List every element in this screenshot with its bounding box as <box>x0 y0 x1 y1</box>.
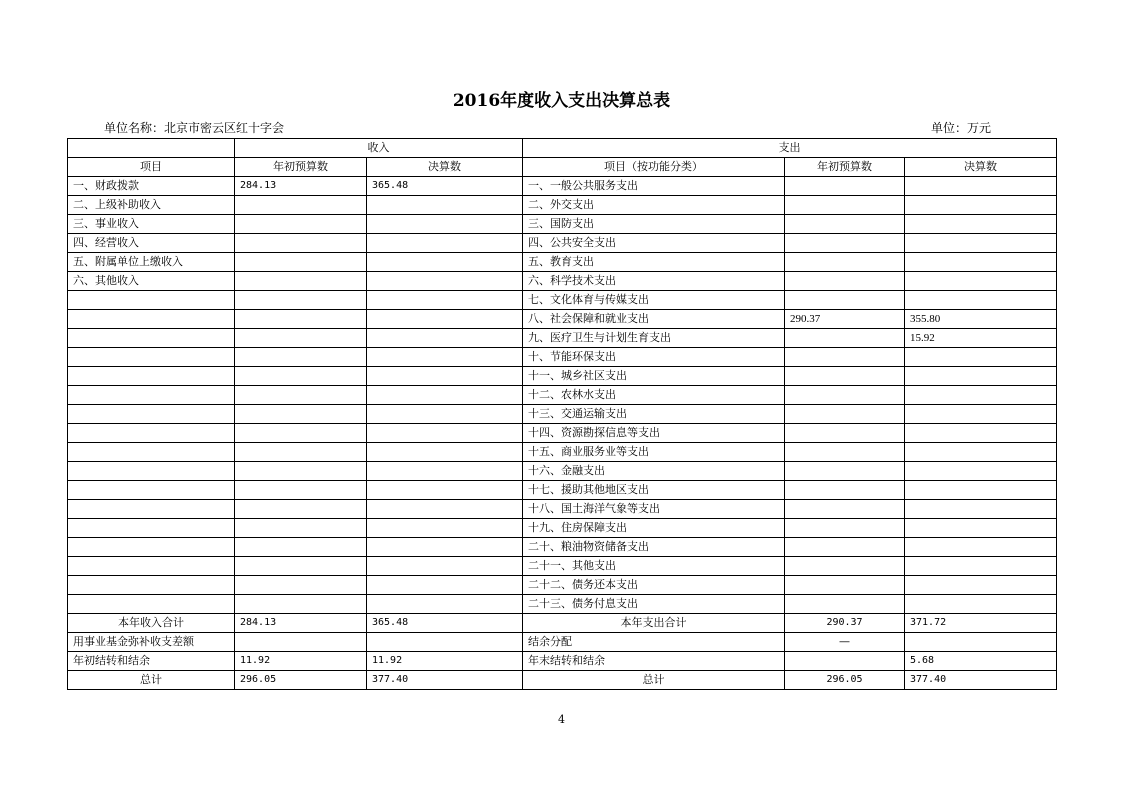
income-final-cell <box>367 272 523 291</box>
carry-out-budget <box>785 652 905 671</box>
income-final-cell <box>367 405 523 424</box>
income-item-cell <box>68 519 235 538</box>
expense-final-cell <box>905 424 1057 443</box>
income-final-cell <box>367 424 523 443</box>
header-expense-final: 决算数 <box>905 158 1057 177</box>
income-item-cell <box>68 576 235 595</box>
expense-budget-cell <box>785 272 905 291</box>
income-final-cell <box>367 348 523 367</box>
expense-item-cell: 十八、国土海洋气象等支出 <box>523 500 785 519</box>
income-item-cell <box>68 367 235 386</box>
table-row <box>68 443 1057 462</box>
carry-in-label: 年初结转和结余 <box>68 652 235 671</box>
expense-item-cell: 十九、住房保障支出 <box>523 519 785 538</box>
income-budget-cell <box>235 557 367 576</box>
header-row-columns <box>68 158 1057 177</box>
income-budget-cell <box>235 348 367 367</box>
expense-budget-cell <box>785 196 905 215</box>
income-item-cell <box>68 386 235 405</box>
income-final-cell <box>367 557 523 576</box>
expense-total-label: 本年支出合计 <box>523 614 785 633</box>
expense-final-cell <box>905 196 1057 215</box>
grand-in-budget: 296.05 <box>235 671 367 690</box>
expense-budget-cell <box>785 386 905 405</box>
expense-budget-cell <box>785 519 905 538</box>
table-row <box>68 253 1057 272</box>
income-budget-cell <box>235 272 367 291</box>
expense-final-cell <box>905 595 1057 614</box>
header-income: 收入 <box>235 139 523 158</box>
table-row <box>68 500 1057 519</box>
income-final-cell: 365.48 <box>367 177 523 196</box>
income-final-cell <box>367 253 523 272</box>
expense-final-cell <box>905 538 1057 557</box>
income-budget-cell <box>235 234 367 253</box>
header-income-budget: 年初预算数 <box>235 158 367 177</box>
income-item-cell <box>68 500 235 519</box>
expense-final-cell <box>905 253 1057 272</box>
expense-budget-cell <box>785 538 905 557</box>
table-row <box>68 462 1057 481</box>
expense-item-cell: 十五、商业服务业等支出 <box>523 443 785 462</box>
income-total-final: 365.48 <box>367 614 523 633</box>
fund-final <box>367 633 523 652</box>
grand-in-final: 377.40 <box>367 671 523 690</box>
income-final-cell <box>367 234 523 253</box>
income-final-cell <box>367 386 523 405</box>
grand-ex-label: 总计 <box>523 671 785 690</box>
expense-item-cell: 三、国防支出 <box>523 215 785 234</box>
expense-budget-cell <box>785 595 905 614</box>
surplus-label: 结余分配 <box>523 633 785 652</box>
income-budget-cell <box>235 443 367 462</box>
header-expense-budget: 年初预算数 <box>785 158 905 177</box>
expense-final-cell: 355.80 <box>905 310 1057 329</box>
income-budget-cell <box>235 329 367 348</box>
income-budget-cell <box>235 291 367 310</box>
expense-budget-cell <box>785 500 905 519</box>
income-item-cell <box>68 557 235 576</box>
expense-item-cell: 十二、农林水支出 <box>523 386 785 405</box>
income-final-cell <box>367 462 523 481</box>
table-row <box>68 386 1057 405</box>
income-budget-cell <box>235 367 367 386</box>
expense-item-cell: 二十三、债务付息支出 <box>523 595 785 614</box>
unit-label: 单位：万元 <box>931 121 992 135</box>
income-final-cell <box>367 196 523 215</box>
fund-label: 用事业基金弥补收支差额 <box>68 633 235 652</box>
table-row <box>68 519 1057 538</box>
header-expense: 支出 <box>523 139 1057 158</box>
expense-final-cell <box>905 500 1057 519</box>
income-item-cell <box>68 424 235 443</box>
income-total-budget: 284.13 <box>235 614 367 633</box>
expense-item-cell: 十四、资源勘探信息等支出 <box>523 424 785 443</box>
expense-total-budget: 290.37 <box>785 614 905 633</box>
expense-final-cell <box>905 272 1057 291</box>
income-final-cell <box>367 310 523 329</box>
expense-item-cell: 二十一、其他支出 <box>523 557 785 576</box>
income-budget-cell <box>235 386 367 405</box>
income-item-cell: 四、经营收入 <box>68 234 235 253</box>
expense-budget-cell <box>785 215 905 234</box>
expense-item-cell: 二十二、债务还本支出 <box>523 576 785 595</box>
fund-budget <box>235 633 367 652</box>
expense-budget-cell <box>785 367 905 386</box>
expense-item-cell: 五、教育支出 <box>523 253 785 272</box>
table-row <box>68 405 1057 424</box>
expense-budget-cell <box>785 443 905 462</box>
expense-budget-cell <box>785 557 905 576</box>
table-row <box>68 196 1057 215</box>
income-budget-cell <box>235 215 367 234</box>
expense-final-cell <box>905 215 1057 234</box>
summary-table <box>67 138 1057 690</box>
income-item-cell <box>68 291 235 310</box>
expense-budget-cell <box>785 576 905 595</box>
income-budget-cell <box>235 196 367 215</box>
carry-in-final: 11.92 <box>367 652 523 671</box>
grand-total-row <box>68 671 1057 690</box>
table-row <box>68 272 1057 291</box>
expense-item-cell: 二十、粮油物资储备支出 <box>523 538 785 557</box>
expense-budget-cell <box>785 462 905 481</box>
page-number: 4 <box>558 713 565 726</box>
income-budget-cell <box>235 595 367 614</box>
income-item-cell <box>68 595 235 614</box>
surplus-final <box>905 633 1057 652</box>
expense-budget-cell: 290.37 <box>785 310 905 329</box>
expense-final-cell: 15.92 <box>905 329 1057 348</box>
income-item-cell: 二、上级补助收入 <box>68 196 235 215</box>
expense-final-cell <box>905 481 1057 500</box>
table-row <box>68 348 1057 367</box>
expense-final-cell <box>905 234 1057 253</box>
expense-item-cell: 十一、城乡社区支出 <box>523 367 785 386</box>
carry-in-budget: 11.92 <box>235 652 367 671</box>
income-final-cell <box>367 538 523 557</box>
income-final-cell <box>367 443 523 462</box>
income-final-cell <box>367 367 523 386</box>
income-final-cell <box>367 519 523 538</box>
income-final-cell <box>367 329 523 348</box>
income-item-cell: 一、财政拨款 <box>68 177 235 196</box>
expense-budget-cell <box>785 329 905 348</box>
income-budget-cell <box>235 500 367 519</box>
carry-out-label: 年末结转和结余 <box>523 652 785 671</box>
table-row <box>68 595 1057 614</box>
expense-item-cell: 十三、交通运输支出 <box>523 405 785 424</box>
income-item-cell <box>68 443 235 462</box>
table-row <box>68 481 1057 500</box>
expense-final-cell <box>905 386 1057 405</box>
income-final-cell <box>367 481 523 500</box>
income-budget-cell <box>235 481 367 500</box>
expense-item-cell: 十、节能环保支出 <box>523 348 785 367</box>
header-income-final: 决算数 <box>367 158 523 177</box>
table-row <box>68 177 1057 196</box>
header-income-item: 项目 <box>68 158 235 177</box>
table-row <box>68 234 1057 253</box>
income-final-cell <box>367 500 523 519</box>
grand-ex-budget: 296.05 <box>785 671 905 690</box>
expense-item-cell: 八、社会保障和就业支出 <box>523 310 785 329</box>
income-total-label: 本年收入合计 <box>68 614 235 633</box>
table-row <box>68 291 1057 310</box>
income-item-cell: 六、其他收入 <box>68 272 235 291</box>
expense-item-cell: 十七、援助其他地区支出 <box>523 481 785 500</box>
income-budget-cell <box>235 405 367 424</box>
unit-name: 单位名称：北京市密云区红十字会 <box>104 121 285 135</box>
income-final-cell <box>367 215 523 234</box>
expense-item-cell: 四、公共安全支出 <box>523 234 785 253</box>
income-budget-cell <box>235 519 367 538</box>
expense-budget-cell <box>785 481 905 500</box>
income-item-cell <box>68 462 235 481</box>
expense-item-cell: 七、文化体育与传媒支出 <box>523 291 785 310</box>
fund-row <box>68 633 1057 652</box>
expense-final-cell <box>905 576 1057 595</box>
expense-final-cell <box>905 367 1057 386</box>
expense-item-cell: 一、一般公共服务支出 <box>523 177 785 196</box>
expense-final-cell <box>905 177 1057 196</box>
expense-final-cell <box>905 557 1057 576</box>
expense-budget-cell <box>785 253 905 272</box>
table-row <box>68 367 1057 386</box>
expense-final-cell <box>905 405 1057 424</box>
income-item-cell <box>68 405 235 424</box>
expense-total-final: 371.72 <box>905 614 1057 633</box>
income-item-cell: 五、附属单位上缴收入 <box>68 253 235 272</box>
expense-budget-cell <box>785 348 905 367</box>
expense-item-cell: 六、科学技术支出 <box>523 272 785 291</box>
table-row <box>68 557 1057 576</box>
income-item-cell <box>68 481 235 500</box>
income-budget-cell <box>235 538 367 557</box>
expense-final-cell <box>905 462 1057 481</box>
table-row <box>68 538 1057 557</box>
income-final-cell <box>367 291 523 310</box>
header-row-group <box>68 139 1057 158</box>
expense-final-cell <box>905 519 1057 538</box>
income-budget-cell <box>235 424 367 443</box>
carry-out-final: 5.68 <box>905 652 1057 671</box>
total-row <box>68 614 1057 633</box>
header-empty <box>68 139 235 158</box>
carry-row <box>68 652 1057 671</box>
income-budget-cell <box>235 462 367 481</box>
expense-final-cell <box>905 291 1057 310</box>
expense-item-cell: 十六、金融支出 <box>523 462 785 481</box>
income-item-cell <box>68 310 235 329</box>
income-budget-cell <box>235 576 367 595</box>
income-item-cell <box>68 348 235 367</box>
table-row <box>68 310 1057 329</box>
income-budget-cell: 284.13 <box>235 177 367 196</box>
expense-budget-cell <box>785 291 905 310</box>
header-expense-item: 项目（按功能分类） <box>523 158 785 177</box>
expense-final-cell <box>905 348 1057 367</box>
income-final-cell <box>367 595 523 614</box>
income-budget-cell <box>235 253 367 272</box>
expense-item-cell: 二、外交支出 <box>523 196 785 215</box>
expense-budget-cell <box>785 405 905 424</box>
income-final-cell <box>367 576 523 595</box>
expense-final-cell <box>905 443 1057 462</box>
table-row <box>68 329 1057 348</box>
grand-ex-final: 377.40 <box>905 671 1057 690</box>
expense-budget-cell <box>785 424 905 443</box>
income-budget-cell <box>235 310 367 329</box>
expense-item-cell: 九、医疗卫生与计划生育支出 <box>523 329 785 348</box>
income-item-cell <box>68 538 235 557</box>
table-row <box>68 424 1057 443</box>
expense-budget-cell <box>785 177 905 196</box>
table-row <box>68 576 1057 595</box>
grand-label: 总计 <box>68 671 235 690</box>
expense-budget-cell <box>785 234 905 253</box>
income-item-cell <box>68 329 235 348</box>
surplus-budget: — <box>785 633 905 652</box>
table-row <box>68 215 1057 234</box>
page-title: 2016年度收入支出决算总表 <box>452 91 671 111</box>
income-item-cell: 三、事业收入 <box>68 215 235 234</box>
